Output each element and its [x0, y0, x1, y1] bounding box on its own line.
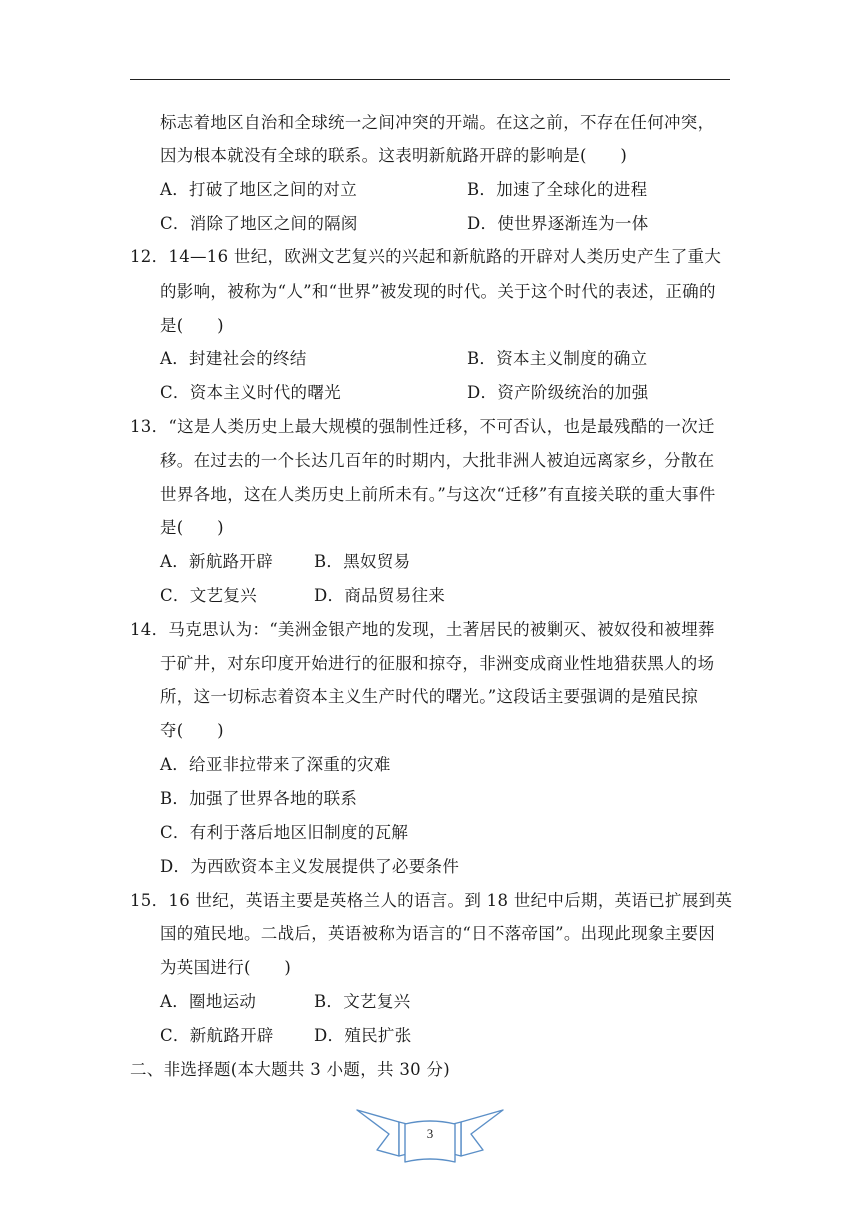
q14-text-line-4: 夺( ) — [160, 721, 224, 740]
q14-option-a: A．给亚非拉带来了深重的灾难 — [160, 755, 391, 774]
q13-option-b: B．黑奴贸易 — [314, 552, 411, 571]
q13-option-c: C．文艺复兴 — [160, 586, 257, 605]
q12-option-b: B．资本主义制度的确立 — [467, 349, 648, 368]
q11-option-a: A．打破了地区之间的对立 — [160, 180, 358, 199]
q13-text-line-3: 世界各地，这在人类历史上前所未有。”与这次“迁移”有直接关联的重大事件 — [160, 485, 716, 504]
page-number: 3 — [426, 1126, 434, 1141]
q15-text-line-2: 国的殖民地。二战后，英语被称为语言的“日不落帝国”。出现此现象主要因 — [160, 924, 716, 943]
section-heading-nonchoice: 二、非选择题(本大题共 3 小题，共 30 分) — [130, 1060, 451, 1079]
q15-text-line-1: 15．16 世纪，英语主要是英格兰人的语言。到 18 世纪中后期，英语已扩展到英 — [130, 891, 733, 910]
q11-option-d: D．使世界逐渐连为一体 — [467, 214, 649, 233]
q12-option-c: C．资本主义时代的曙光 — [160, 383, 341, 402]
q11-text-line-2: 因为根本就没有全球的联系。这表明新航路开辟的影响是( ) — [160, 146, 628, 165]
q14-text-line-1: 14．马克思认为：“美洲金银产地的发现，土著居民的被剿灭、被奴役和被埋葬 — [130, 620, 715, 639]
q13-text-line-4: 是( ) — [160, 518, 224, 537]
q14-option-b: B．加强了世界各地的联系 — [160, 789, 358, 808]
q11-text-line-1: 标志着地区自治和全球统一之间冲突的开端。在这之前，不存在任何冲突， — [160, 113, 715, 132]
q11-option-b: B．加速了全球化的进程 — [467, 180, 648, 199]
header-rule — [130, 79, 730, 80]
q12-option-a: A．封建社会的终结 — [160, 349, 307, 368]
q12-option-d: D．资产阶级统治的加强 — [467, 383, 649, 402]
q14-option-d: D．为西欧资本主义发展提供了必要条件 — [160, 857, 460, 876]
q15-option-b: B．文艺复兴 — [314, 992, 411, 1011]
q14-text-line-2: 于矿井，对东印度开始进行的征服和掠夺，非洲变成商业性地猎获黑人的场 — [160, 654, 715, 673]
q13-option-a: A．新航路开辟 — [160, 552, 274, 571]
q11-option-c: C．消除了地区之间的隔阂 — [160, 214, 358, 233]
q14-text-line-3: 所，这一切标志着资本主义生产时代的曙光。”这段话主要强调的是殖民掠 — [160, 687, 699, 706]
q12-text-line-1: 12．14—16 世纪，欧洲文艺复兴的兴起和新航路的开辟对人类历史产生了重大 — [130, 247, 722, 266]
q12-text-line-2: 的影响，被称为“人”和“世界”被发现的时代。关于这个时代的表述，正确的 — [160, 282, 716, 301]
q15-option-d: D．殖民扩张 — [314, 1026, 412, 1045]
q15-text-line-3: 为英国进行( ) — [160, 958, 292, 977]
q13-text-line-2: 移。在过去的一个长达几百年的时期内，大批非洲人被迫远离家乡，分散在 — [160, 451, 715, 470]
q15-option-c: C．新航路开辟 — [160, 1026, 274, 1045]
q12-text-line-3: 是( ) — [160, 316, 224, 335]
q14-option-c: C．有利于落后地区旧制度的瓦解 — [160, 823, 409, 842]
q15-option-a: A．圈地运动 — [160, 992, 257, 1011]
q13-option-d: D．商品贸易往来 — [314, 586, 446, 605]
q13-text-line-1: 13．“这是人类历史上最大规模的强制性迁移，不可否认，也是最残酷的一次迁 — [130, 417, 715, 436]
